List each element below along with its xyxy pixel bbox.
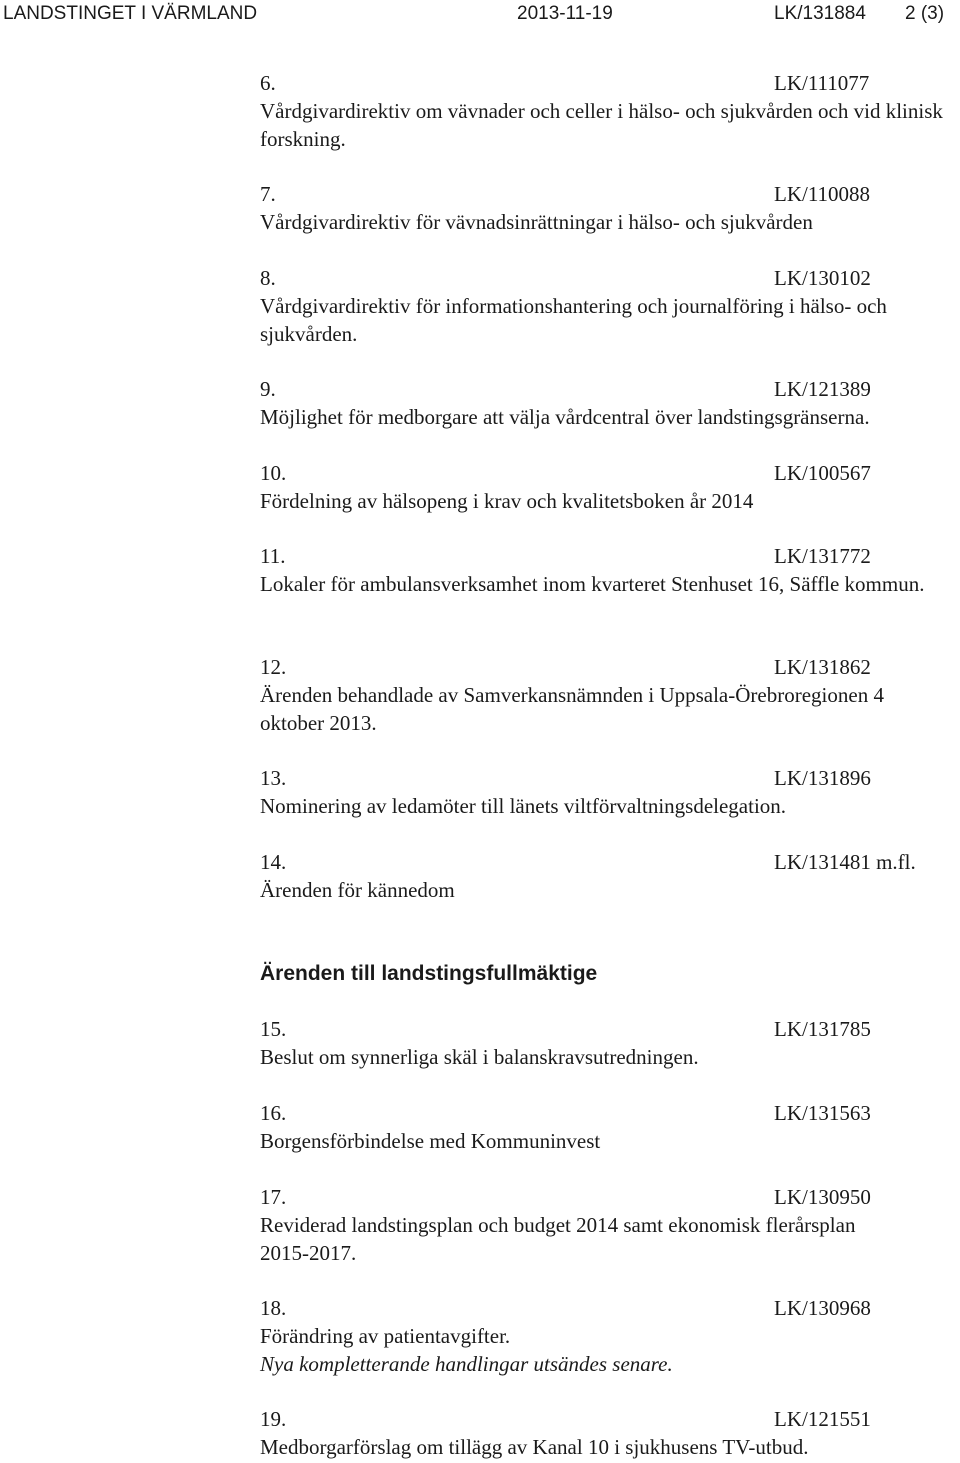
item-title: Beslut om synnerliga skäl i balanskravsutredningen. <box>260 1045 699 1069</box>
item-reference: LK/110088 <box>774 182 871 206</box>
agenda-item <box>260 180 950 236</box>
agenda-item <box>260 1405 950 1461</box>
item-title: Borgensförbindelse med Kommuninvest <box>260 1129 601 1153</box>
item-number: 15. <box>260 1017 287 1041</box>
item-reference: LK/121551 <box>774 1407 871 1431</box>
item-reference: LK/131785 <box>774 1017 871 1041</box>
item-title: Förändring av patientavgifter. <box>260 1324 511 1348</box>
agenda-item <box>260 542 950 598</box>
agenda-item <box>260 764 950 820</box>
item-title: Fördelning av hälsopeng i krav och kvalitetsboken år 2014 <box>260 489 754 513</box>
agenda-item <box>260 375 950 431</box>
item-title: Vårdgivardirektiv för informationshantering och journalföring i hälso- och sjukvården. <box>260 294 887 346</box>
item-reference: LK/131896 <box>774 766 871 790</box>
agenda-item <box>260 264 950 348</box>
item-title: Ärenden behandlade av Samverkansnämnden i Uppsala-Örebroregionen 4 oktober 2013. <box>260 683 884 735</box>
item-note: Nya kompletterande handlingar utsändes senare. <box>260 1352 673 1376</box>
item-number: 10. <box>260 461 287 485</box>
agenda-item <box>260 69 950 153</box>
agenda-item <box>260 653 950 737</box>
agenda-item <box>260 1294 950 1378</box>
item-number: 18. <box>260 1296 287 1320</box>
item-number: 12. <box>260 655 287 679</box>
item-number: 6. <box>260 71 276 95</box>
header-date: 2013-11-19 <box>517 3 613 24</box>
agenda-item <box>260 1015 950 1071</box>
item-title: Möjlighet för medborgare att välja vårdcentral över landstingsgränserna. <box>260 405 870 429</box>
header-organization: LANDSTINGET I VÄRMLAND <box>3 3 258 24</box>
item-number: 17. <box>260 1185 287 1209</box>
agenda-item <box>260 1183 950 1267</box>
item-reference: LK/121389 <box>774 377 871 401</box>
item-reference: LK/130950 <box>774 1185 871 1209</box>
item-reference: LK/130102 <box>774 266 871 290</box>
item-number: 13. <box>260 766 287 790</box>
item-reference: LK/131481 m.fl. <box>774 850 916 874</box>
item-reference: LK/131563 <box>774 1101 871 1125</box>
item-title: Ärenden för kännedom <box>260 878 455 902</box>
item-reference: LK/100567 <box>774 461 871 485</box>
agenda-item <box>260 459 950 515</box>
item-title: Vårdgivardirektiv för vävnadsinrättningar i hälso- och sjukvården <box>260 210 813 234</box>
header-reference: LK/131884 <box>774 3 866 24</box>
agenda-item <box>260 1099 950 1155</box>
item-reference: LK/111077 <box>774 71 870 95</box>
item-title: Vårdgivardirektiv om vävnader och celler i hälso- och sjukvården och vid klinisk forskning. <box>260 99 943 151</box>
item-reference: LK/131772 <box>774 544 871 568</box>
item-number: 7. <box>260 182 276 206</box>
agenda-item <box>260 848 950 904</box>
item-number: 19. <box>260 1407 287 1431</box>
item-number: 14. <box>260 850 287 874</box>
item-reference: LK/131862 <box>774 655 871 679</box>
item-number: 11. <box>260 544 286 568</box>
item-title: Lokaler för ambulansverksamhet inom kvarteret Stenhuset 16, Säffle kommun. <box>260 572 925 596</box>
item-reference: LK/130968 <box>774 1296 871 1320</box>
item-number: 9. <box>260 377 276 401</box>
item-title: Nominering av ledamöter till länets viltförvaltningsdelegation. <box>260 794 787 818</box>
header-page-number: 2 (3) <box>905 3 945 24</box>
section-heading: Ärenden till landstingsfullmäktige <box>260 962 598 985</box>
item-title: Medborgarförslag om tillägg av Kanal 10 i sjukhusens TV-utbud. <box>260 1435 809 1459</box>
item-number: 8. <box>260 266 276 290</box>
item-number: 16. <box>260 1101 287 1125</box>
item-title: Reviderad landstingsplan och budget 2014 samt ekonomisk flerårsplan 2015-2017. <box>260 1213 856 1265</box>
